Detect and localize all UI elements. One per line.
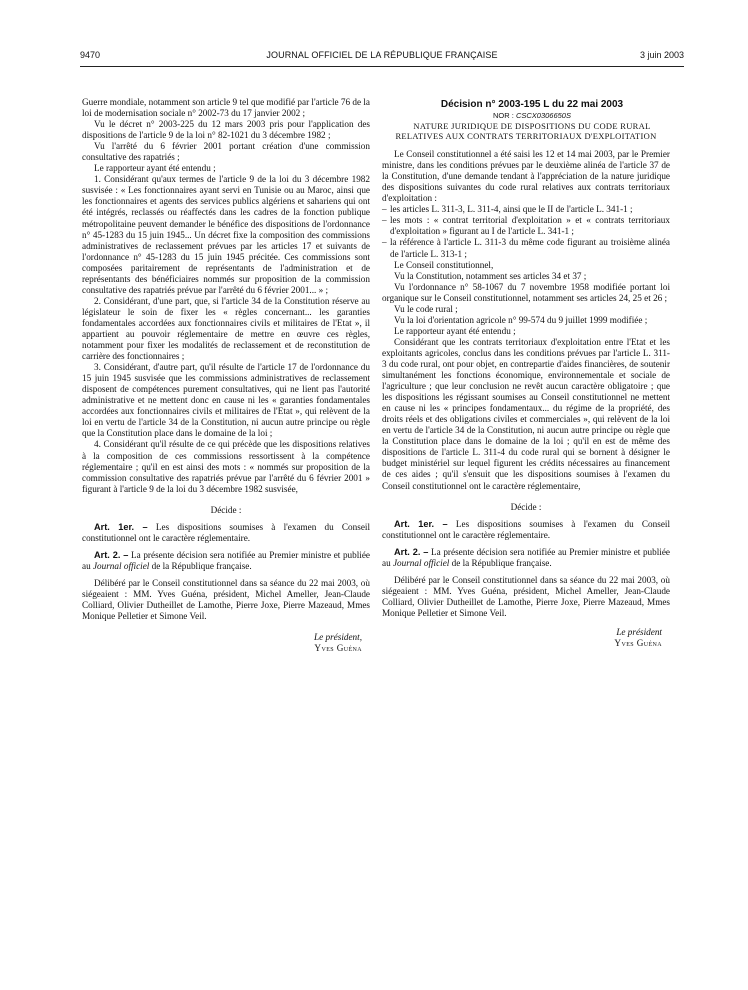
list-item: – les articles L. 311-3, L. 311-4, ainsi que le II de l'article L. 341-1 ; bbox=[382, 204, 633, 215]
signature-name: Yves Guéna bbox=[614, 638, 662, 649]
paragraph: Le Conseil constitutionnel a été saisi les 12 et 14 mai 2003, par le Premier ministre, dans les conditions prévues par le deuxième alinéa de l'article 37 de la Constitution, d'une demande tendant à l'appréciation de la nature juridique des dispositions suivantes du code rural relatives aux contrats territoriaux d'exploitation : bbox=[382, 149, 670, 204]
subtitle-line: RELATIVES AUX CONTRATS TERRITORIAUX D'EXPLOITATION bbox=[395, 131, 657, 142]
paragraph: Vu l'ordonnance n° 58-1067 du 7 novembre 1958 modifiée portant loi organique sur le Conseil constitutionnel, notamment ses articles 24, 25 et 26 ; bbox=[382, 281, 670, 303]
article-label: Art. 2. – bbox=[94, 549, 129, 560]
article-label: Art. 1er. – bbox=[394, 518, 448, 529]
paragraph: Vu l'arrêté du 6 février 2001 portant création d'une commission consultative des rapatriés ; bbox=[82, 141, 370, 163]
signature-role: Le président, bbox=[314, 632, 362, 643]
signature-name: Yves Guéna bbox=[314, 643, 362, 654]
paragraph: 1. Considérant qu'aux termes de l'article 9 de la loi du 3 décembre 1982 susvisée : « Les fonctionnaires ayant servi en Tunisie ou au Maroc, ainsi que les fonctionnaires et agents des services publics algériens et sahariens qui ont été intégrés, reclassés ou réaffectés dans les cadres de la fonction publique métropolitaine peuvent demander le bénéfice des dispositions de l'ordonnance n° 45-1283 du 15 juin 1945... Un décret fixe la composition des commissions administratives de reclassement prévues par les articles 17 et suivants de l'ordonnance n° 45-1283 du 15 juin 1945 précitée. Ces commissions sont composées paritairement de représentants de l'administration et de représentants des bénéficiaires nommés sur proposition de la commission consultative des rapatriés prévue par l'arrêté du 6 février 2001... » ; bbox=[82, 174, 370, 295]
journal-title: JOURNAL OFFICIEL DE LA RÉPUBLIQUE FRANÇAISE bbox=[266, 50, 498, 60]
paragraph: Guerre mondiale, notamment son article 9 tel que modifié par l'article 76 de la loi de modernisation sociale n° 2002-73 du 17 janvier 2002 ; bbox=[82, 97, 370, 119]
header-rule bbox=[80, 66, 684, 67]
paragraph: Considérant que les contrats territoriaux d'exploitation entre l'Etat et les exploitants agricoles, conclus dans les conditions prévues par l'article L. 311-3 du code rural, ont pour objet, en contrepartie d'aides financières, de soutenir simultanément les fonctions économique, environnementale et sociale de l'agriculture ; que leur conclusion ne revêt aucun caractère obligatoire ; que les dispositions les régissant soumises au Conseil constitutionnel ne mettent en cause ni les « principes fondamentaux... du régime de la propriété, des droits réels et des obligations civiles et commerciales », qui relèvent de la loi en vertu de l'article 34 de la Constitution, ni aucun autre principe ou règle que la Constitution place dans le domaine de la loi ; qu'il en est de même des dispositions de l'article L. 311-4 du code rural qui se bornent à désigner le budget ministériel sur lequel figurent les crédits nécessaires au financement de ces aides ; qu'il s'ensuit que les dispositions soumises à l'examen du Conseil constitutionnel ont le caractère réglementaire, bbox=[382, 336, 670, 491]
article-text: La présente décision sera notifiée au Premier ministre et publiée au bbox=[382, 546, 671, 568]
dispositions-list bbox=[382, 204, 670, 259]
list-item: – la référence à l'article L. 311-3 du même code figurant au troisième alinéa de l'article L. 313-1 ; bbox=[382, 237, 670, 259]
paragraph: Le rapporteur ayant été entendu ; bbox=[394, 325, 516, 336]
right-column bbox=[382, 99, 670, 649]
paragraph: Vu le code rural ; bbox=[394, 303, 458, 314]
dash-bullet: – bbox=[382, 215, 387, 226]
left-column bbox=[82, 97, 370, 654]
paragraph: Vu le décret n° 2003-225 du 12 mars 2003 pris pour l'application des dispositions de l'article 9 de la loi n° 82-1021 du 3 décembre 1982 ; bbox=[82, 119, 370, 141]
paragraph: Le rapporteur ayant été entendu ; bbox=[94, 163, 216, 174]
list-item: – les mots : « contrat territorial d'exploitation » et « contrats territoriaux d'exploitation » figurant au I de l'article L. 341-1 ; bbox=[382, 215, 670, 237]
article-text: de la République française. bbox=[149, 560, 252, 571]
nor-reference bbox=[382, 110, 670, 121]
article-text: Les dispositions soumises à l'examen du Conseil constitutionnel ont le caractère réglementaire. bbox=[382, 518, 670, 540]
decision-title: Décision n° 2003-195 L du 22 mai 2003 bbox=[440, 99, 624, 110]
issue-date: 3 juin 2003 bbox=[639, 50, 684, 60]
decide-heading: Décide : bbox=[210, 504, 242, 515]
page-number: 9470 bbox=[80, 50, 101, 60]
article-text: Les dispositions soumises à l'examen du Conseil constitutionnel ont le caractère réglementaire. bbox=[82, 521, 370, 543]
paragraph: Le Conseil constitutionnel, bbox=[394, 259, 494, 270]
paragraph: 2. Considérant, d'une part, que, si l'article 34 de la Constitution réserve au législateur le soin de fixer les « règles concernant... les garanties fondamentales accordées aux fonctionnaires civils et militaires de l'Etat », il appartient au pouvoir réglementaire de mettre en œuvre ces règles, notamment pour fixer les modalités de reclassement et de reconstitution de carrière des fonctionnaires ; bbox=[82, 295, 370, 362]
article-2 bbox=[82, 550, 370, 572]
paragraph: 4. Considérant qu'il résulte de ce qui précède que les dispositions relatives à la composition de ces commissions ressortissent à la compétence réglementaire ; qu'il en est ainsi des mots : « nommés sur proposition de la commission consultative des rapatriés prévue par l'arrêté du 6 février 2001 » figurant à l'article 9 de la loi du 3 décembre 1982 susvisée, bbox=[82, 439, 370, 494]
page-header bbox=[80, 50, 684, 64]
decide-heading: Décide : bbox=[510, 501, 542, 512]
article-text: de la République française. bbox=[449, 557, 552, 568]
deliberation: Délibéré par le Conseil constitutionnel dans sa séance du 22 mai 2003, où siégeaient : MM. Yves Guéna, président, Michel Ameller, Jean-Claude Colliard, Olivier Dutheillet de Lamothe, Pierre Joxe, Pierre Mazeaud, Mmes Monique Pelletier et Simone Veil. bbox=[82, 577, 370, 622]
article-text: La présente décision sera notifiée au Premier ministre et publiée au bbox=[82, 549, 371, 571]
nor-code: CSCX0306650S bbox=[515, 111, 571, 121]
article-1 bbox=[382, 519, 670, 541]
decision-subtitle bbox=[382, 121, 670, 141]
journal-name: Journal officiel bbox=[392, 557, 450, 568]
signature-role: Le président bbox=[616, 626, 662, 637]
article-label: Art. 2. – bbox=[394, 546, 429, 557]
dash-bullet: – bbox=[382, 237, 387, 248]
paragraph: 3. Considérant, d'autre part, qu'il résulte de l'article 17 de l'ordonnance du 15 juin 1945 susvisée que les commissions administratives de reclassement disposent de compétences purement consultatives, qui ne lient pas l'autorité administrative et ne mettent donc en cause ni les « garanties fondamentales accordées aux fonctionnaires civils et militaires de l'Etat », qui relèvent de la loi en vertu de l'article 34 de la Constitution, ni aucun autre principe ou règle que la Constitution place dans le domaine de la loi ; bbox=[82, 362, 370, 439]
paragraph: Vu la Constitution, notamment ses articles 34 et 37 ; bbox=[394, 270, 587, 281]
deliberation: Délibéré par le Conseil constitutionnel dans sa séance du 22 mai 2003, où siégeaient : MM. Yves Guéna, président, Michel Ameller, Jean-Claude Colliard, Olivier Dutheillet de Lamothe, Pierre Joxe, Pierre Mazeaud, Mmes Monique Pelletier et Simone Veil. bbox=[382, 574, 670, 618]
paragraph: Vu la loi d'orientation agricole n° 99-574 du 9 juillet 1999 modifiée ; bbox=[394, 314, 648, 325]
article-label: Art. 1er. – bbox=[94, 521, 148, 532]
article-1 bbox=[82, 522, 370, 544]
nor-label: NOR : bbox=[493, 111, 516, 121]
dash-bullet: – bbox=[382, 204, 387, 215]
article-2 bbox=[382, 547, 670, 569]
journal-name: Journal officiel bbox=[92, 560, 150, 571]
subtitle-line: NATURE JURIDIQUE DE DISPOSITIONS DU CODE RURAL bbox=[413, 121, 651, 132]
